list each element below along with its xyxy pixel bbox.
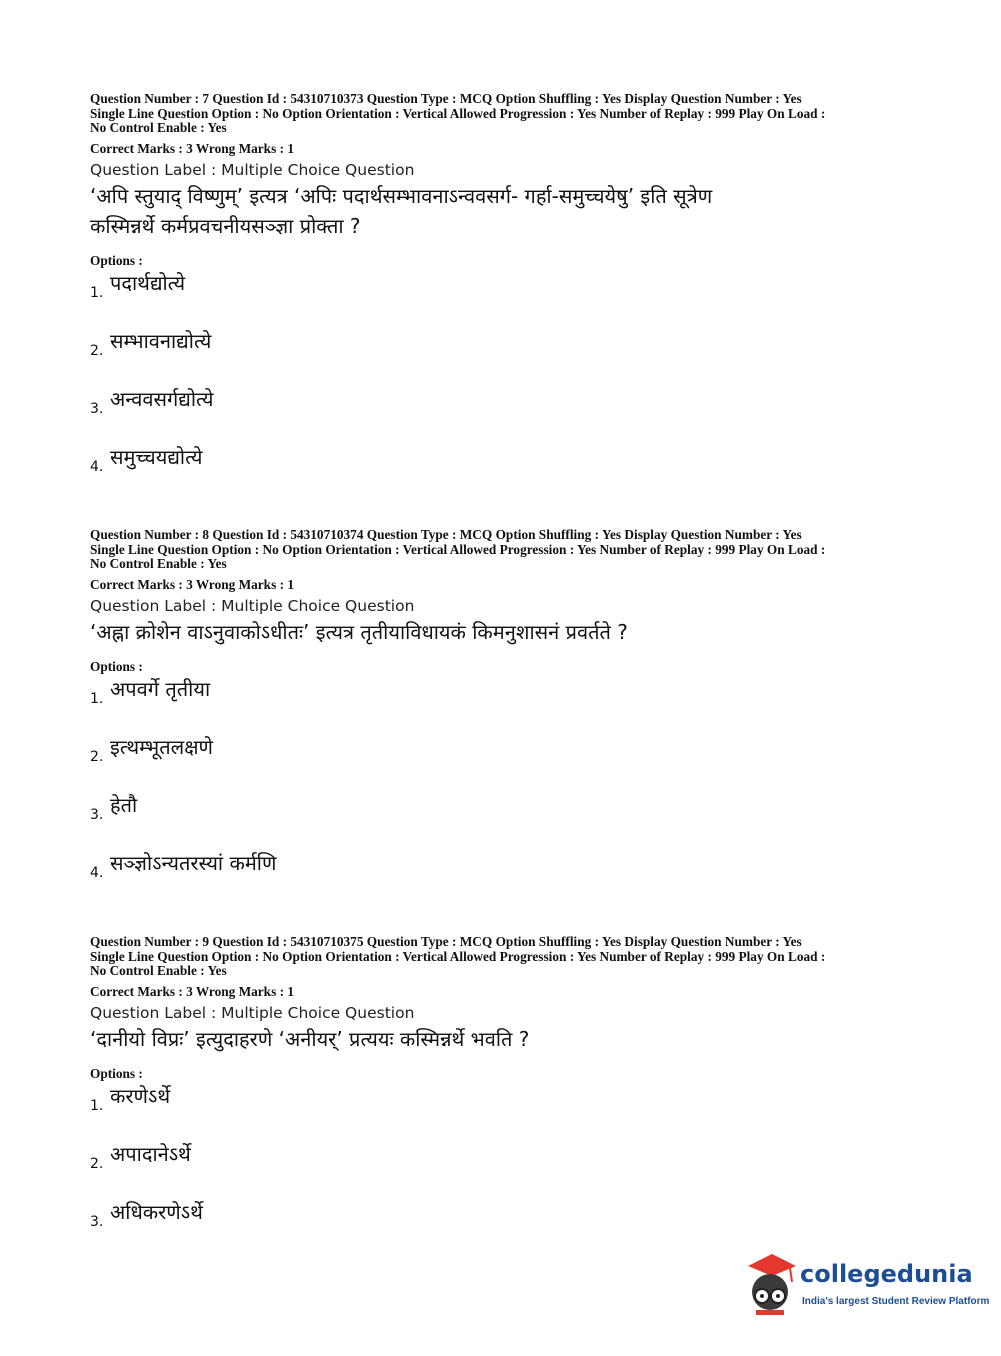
option-number: 4.	[90, 458, 104, 475]
option-item	[90, 733, 920, 791]
question-meta: No Control Enable : Yes	[90, 556, 227, 572]
question-label: Question Label : Multiple Choice Question	[90, 1003, 415, 1022]
option-text: अन्ववसर्गद्योत्ये	[110, 386, 214, 411]
question-meta: Single Line Question Option : No Option Orientation : Vertical Allowed Progression : Yes Number of Replay : 999 Play On Load :	[90, 541, 826, 557]
logo-tagline: India's largest Student Review Platform	[802, 1296, 990, 1307]
question-meta: No Control Enable : Yes	[90, 963, 227, 979]
question-text	[90, 181, 920, 241]
question-marks: Correct Marks : 3 Wrong Marks : 1	[90, 983, 294, 999]
option-number: 1.	[90, 690, 104, 707]
option-item	[90, 1198, 920, 1256]
question-text	[90, 617, 920, 647]
question-text-line: ‘दानीयो विप्रः’ इत्युदाहरणे ‘अनीयर्’ प्रत्ययः कस्मिन्नर्थे भवति ?	[90, 1026, 530, 1051]
options-heading: Options :	[90, 252, 143, 268]
options-heading: Options :	[90, 1065, 143, 1081]
option-number: 3.	[90, 1213, 104, 1230]
option-item	[90, 675, 920, 733]
option-number: 2.	[90, 342, 104, 359]
question-meta: Question Number : 9 Question Id : 54310710375 Question Type : MCQ Option Shuffling : Yes Display Question Number : Yes	[90, 934, 802, 949]
question-text-line: ‘अपि स्तुयाद् विष्णुम्’ इत्यत्र ‘अपिः पदार्थसम्भावनाऽन्ववसर्ग- गर्हा-समुच्चयेषु’ इति सूत्रेण	[90, 183, 713, 208]
option-item	[90, 1082, 920, 1140]
option-text: सम्भावनाद्योत्ये	[110, 328, 212, 353]
option-item	[90, 327, 920, 385]
question-text-line: ‘अह्ना क्रोशेन वाऽनुवाकोऽधीतः’ इत्यत्र तृतीयाविधायकं किमनुशासनं प्रवर्तते ?	[90, 619, 628, 644]
mascot-icon	[742, 1252, 798, 1316]
option-number: 4.	[90, 864, 104, 881]
option-number: 3.	[90, 400, 104, 417]
question-block-8	[90, 528, 920, 907]
question-meta: No Control Enable : Yes	[90, 120, 227, 136]
option-item	[90, 385, 920, 443]
logo-brand-text: collegedunia	[800, 1260, 973, 1288]
collegedunia-logo	[742, 1252, 990, 1322]
option-text: करणेऽर्थे	[110, 1083, 171, 1108]
option-text: हेतौ	[110, 792, 138, 817]
option-text: इत्थम्भूतलक्षणे	[110, 734, 213, 759]
option-item	[90, 1140, 920, 1198]
option-number: 3.	[90, 806, 104, 823]
options-heading: Options :	[90, 658, 143, 674]
question-meta: Question Number : 7 Question Id : 54310710373 Question Type : MCQ Option Shuffling : Yes Display Question Number : Yes	[90, 91, 802, 106]
option-item	[90, 849, 920, 907]
option-text: अपवर्गे तृतीया	[110, 676, 211, 701]
option-number: 1.	[90, 284, 104, 301]
option-item	[90, 443, 920, 501]
option-text: समुच्चयद्योत्ये	[110, 444, 203, 469]
question-text-line: कस्मिन्नर्थे कर्मप्रवचनीयसञ्ज्ञा प्रोक्ता ?	[90, 213, 361, 238]
option-text: सञ्ज्ञोऽन्यतरस्यां कर्मणि	[110, 850, 277, 875]
option-text: अपादानेऽर्थे	[110, 1141, 191, 1166]
question-label: Question Label : Multiple Choice Question	[90, 596, 415, 615]
question-block-9	[90, 935, 920, 1256]
option-number: 2.	[90, 1155, 104, 1172]
option-item	[90, 269, 920, 327]
question-text	[90, 1024, 920, 1054]
option-text: अधिकरणेऽर्थे	[110, 1199, 203, 1224]
question-marks: Correct Marks : 3 Wrong Marks : 1	[90, 140, 294, 156]
question-label: Question Label : Multiple Choice Question	[90, 160, 415, 179]
question-meta: Question Number : 8 Question Id : 54310710374 Question Type : MCQ Option Shuffling : Yes Display Question Number : Yes	[90, 527, 802, 542]
option-text: पदार्थद्योत्ये	[110, 270, 186, 295]
question-meta: Single Line Question Option : No Option Orientation : Vertical Allowed Progression : Yes Number of Replay : 999 Play On Load :	[90, 105, 826, 121]
question-marks: Correct Marks : 3 Wrong Marks : 1	[90, 576, 294, 592]
question-meta: Single Line Question Option : No Option Orientation : Vertical Allowed Progression : Yes Number of Replay : 999 Play On Load :	[90, 948, 826, 964]
option-item	[90, 791, 920, 849]
option-number: 2.	[90, 748, 104, 765]
option-number: 1.	[90, 1097, 104, 1114]
question-block-7	[90, 92, 920, 501]
